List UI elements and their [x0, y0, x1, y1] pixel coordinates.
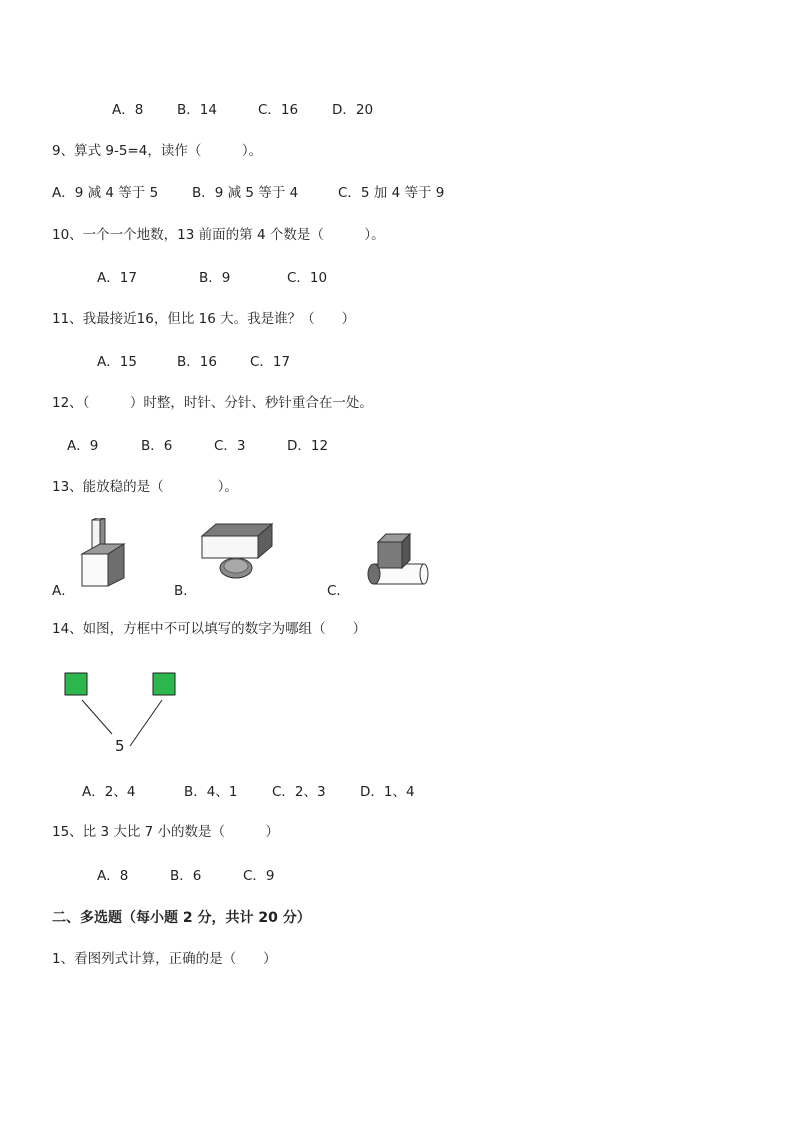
q12-option-b: B．6 [141, 438, 173, 454]
q10-option-a: A．17 [97, 270, 137, 286]
q14-option-d: D．1、4 [360, 784, 415, 800]
q12-stem: 12、（ ）时整，时针、分针、秒针重合在一处。 [52, 395, 373, 411]
section-title: 二、多选题（每小题 2 分，共计 20 分） [52, 910, 311, 926]
q8-option-c: C．16 [258, 102, 299, 118]
q13-option-c: C． [327, 583, 350, 599]
bond-total: 5 [115, 737, 125, 755]
cube-on-cylinder-figure [366, 530, 430, 588]
q10-stem: 10、一个一个地数，13 前面的第 4 个数是（ ）。 [52, 227, 385, 243]
q10-option-b: B．9 [199, 270, 231, 286]
q12-option-a: A．9 [67, 438, 99, 454]
q14-stem: 14、如图，方框中不可以填写的数字为哪组（ ） [52, 621, 367, 637]
q11-option-a: A．15 [97, 354, 137, 370]
q8-option-d: D．20 [332, 102, 374, 118]
number-bond-diagram [60, 668, 190, 760]
q14-option-c: C．2、3 [272, 784, 326, 800]
left-answer-box[interactable] [65, 673, 87, 695]
q12-option-c: C．3 [214, 438, 246, 454]
m1-stem: 1、看图列式计算，正确的是（ ） [52, 951, 277, 967]
q14-option-b: B．4、1 [184, 784, 238, 800]
q9-option-c: C．5 加 4 等于 9 [338, 185, 445, 201]
q13-option-a: A． [52, 583, 75, 599]
q9-stem: 9、算式 9-5=4，读作（ ）。 [52, 143, 263, 159]
right-answer-box[interactable] [153, 673, 175, 695]
q15-option-c: C．9 [243, 868, 275, 884]
q15-stem: 15、比 3 大比 7 小的数是（ ） [52, 824, 280, 840]
q8-option-b: B．14 [177, 102, 217, 118]
q15-option-a: A．8 [97, 868, 129, 884]
q13-option-b: B． [174, 583, 197, 599]
q14-option-a: A．2、4 [82, 784, 136, 800]
q11-stem: 11、我最接近16，但比 16 大。我是谁？（ ） [52, 311, 356, 327]
q10-option-c: C．10 [287, 270, 328, 286]
q15-option-b: B．6 [170, 868, 202, 884]
q13-stem: 13、能放稳的是（ ）。 [52, 479, 238, 495]
q9-option-a: A．9 减 4 等于 5 [52, 185, 159, 201]
box-on-coin-figure [200, 520, 274, 582]
q11-option-b: B．16 [177, 354, 217, 370]
q12-option-d: D．12 [287, 438, 329, 454]
q8-option-a: A．8 [112, 102, 144, 118]
q11-option-c: C．17 [250, 354, 291, 370]
q9-option-b: B．9 减 5 等于 4 [192, 185, 299, 201]
stacked-blocks-figure [78, 518, 130, 590]
